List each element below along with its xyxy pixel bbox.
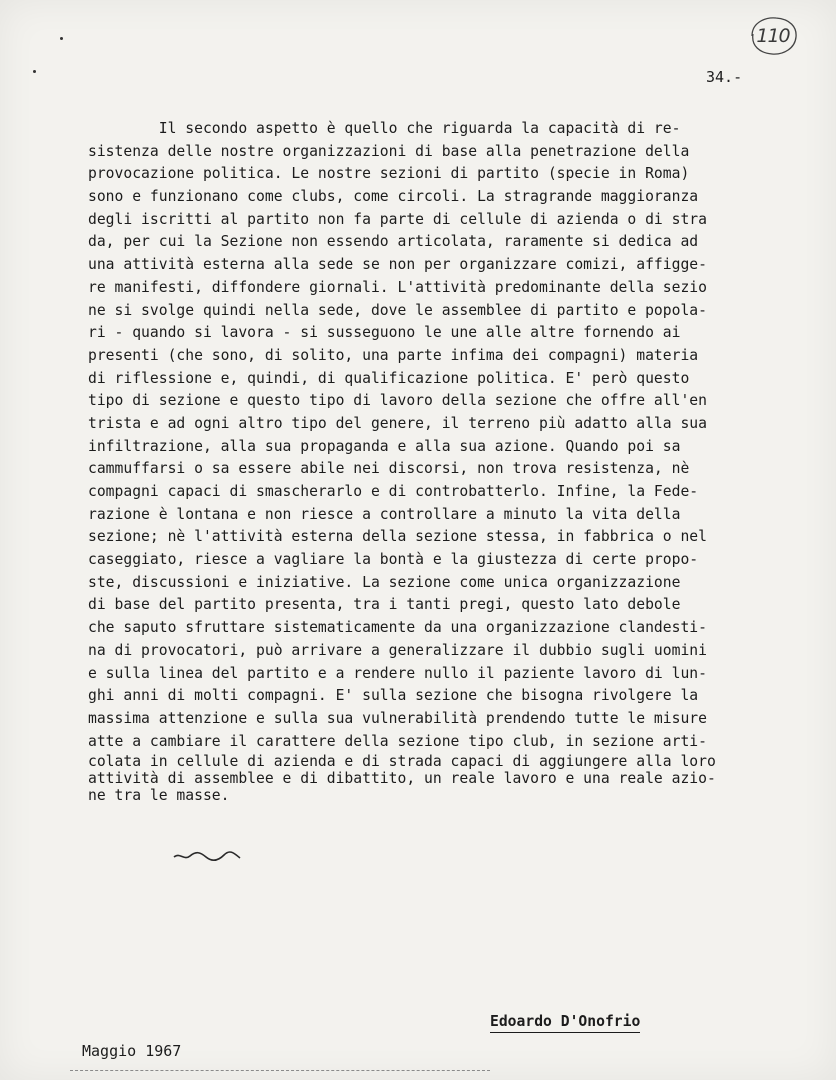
text-line: trista e ad ogni altro tipo del genere, il terreno più adatto alla sua [88, 414, 707, 432]
text-line: atte a cambiare il carattere della sezione tipo club, in sezione arti- [88, 732, 707, 750]
text-line: ne si svolge quindi nella sede, dove le assemblee di partito e popola- [88, 301, 707, 319]
body-text [88, 118, 808, 804]
text-line: da, per cui la Sezione non essendo articolata, raramente si dedica ad [88, 233, 699, 251]
text-line: tipo di sezione e questo tipo di lavoro della sezione che offre all'en [88, 392, 707, 410]
text-line: provocazione politica. Le nostre sezioni di partito (specie in Roma) [88, 165, 690, 183]
text-line: ste, discussioni e iniziative. La sezione come unica organizzazione [88, 573, 681, 591]
text-line: cammuffarsi o sa essere abile nei discorsi, non trova resistenza, nè [88, 460, 690, 478]
speck-1 [60, 37, 63, 40]
text-line: massima attenzione e sulla sua vulnerabilità prendendo tutte le misure [88, 709, 707, 727]
text-line: di riflessione e, quindi, di qualificazione politica. E' però questo [88, 369, 690, 387]
text-line: degli iscritti al partito non fa parte di cellule di azienda o di stra [88, 210, 707, 228]
text-line: Il secondo aspetto è quello che riguarda la capacità di re- [88, 120, 681, 137]
text-line: infiltrazione, alla sua propaganda e alla sua azione. Quando poi sa [88, 437, 681, 455]
text-line: che saputo sfruttare sistematicamente da una organizzazione clandesti- [88, 619, 707, 637]
stamp-number: 110 [756, 25, 790, 47]
page-number: 34.- [706, 68, 743, 86]
text-line: attività di assemblee e di dibattito, un reale lavoro e una reale azio- [88, 770, 716, 788]
document-date: Maggio 1967 [82, 1042, 182, 1060]
text-line: caseggiato, riesce a vagliare la bontà e la giustezza di certe propo- [88, 551, 699, 569]
text-line: presenti (che sono, di solito, una parte infima dei compagni) materia [88, 346, 699, 364]
text-line: re manifesti, diffondere giornali. L'attività predominante della sezio [88, 278, 707, 296]
page-stamp [746, 14, 800, 58]
handwritten-correction-icon [172, 850, 242, 862]
signature: Edoardo D'Onofrio [490, 1013, 640, 1033]
text-line: sono e funzionano come clubs, come circoli. La stragrande maggioranza [88, 188, 699, 206]
text-line: sistenza delle nostre organizzazioni di base alla penetrazione della [88, 142, 690, 160]
text-line: e sulla linea del partito e a rendere nullo il paziente lavoro di lun- [88, 664, 707, 682]
text-line: colata in cellule di azienda e di strada capaci di aggiungere alla loro [88, 753, 716, 771]
text-line: ghi anni di molti compagni. E' sulla sezione che bisogna rivolgere la [88, 687, 699, 705]
text-line: ri - quando si lavora - si susseguono le une alle altre fornendo ai [88, 324, 681, 342]
text-line: razione è lontana e non riesce a controllare a minuto la vita della [88, 505, 681, 523]
speck-2 [33, 70, 36, 73]
text-line: na di provocatori, può arrivare a generalizzare il dubbio sugli uomini [88, 641, 707, 659]
text-line: di base del partito presenta, tra i tanti pregi, questo lato debole [88, 596, 681, 614]
text-line: sezione; nè l'attività esterna della sezione stessa, in fabbrica o nel [88, 528, 707, 546]
text-line: una attività esterna alla sede se non per organizzare comizi, affigge- [88, 256, 707, 274]
bottom-rule [70, 1070, 490, 1071]
text-line: ne tra le masse. [88, 787, 230, 805]
text-line: compagni capaci di smascherarlo e di controbatterlo. Infine, la Fede- [88, 483, 699, 500]
